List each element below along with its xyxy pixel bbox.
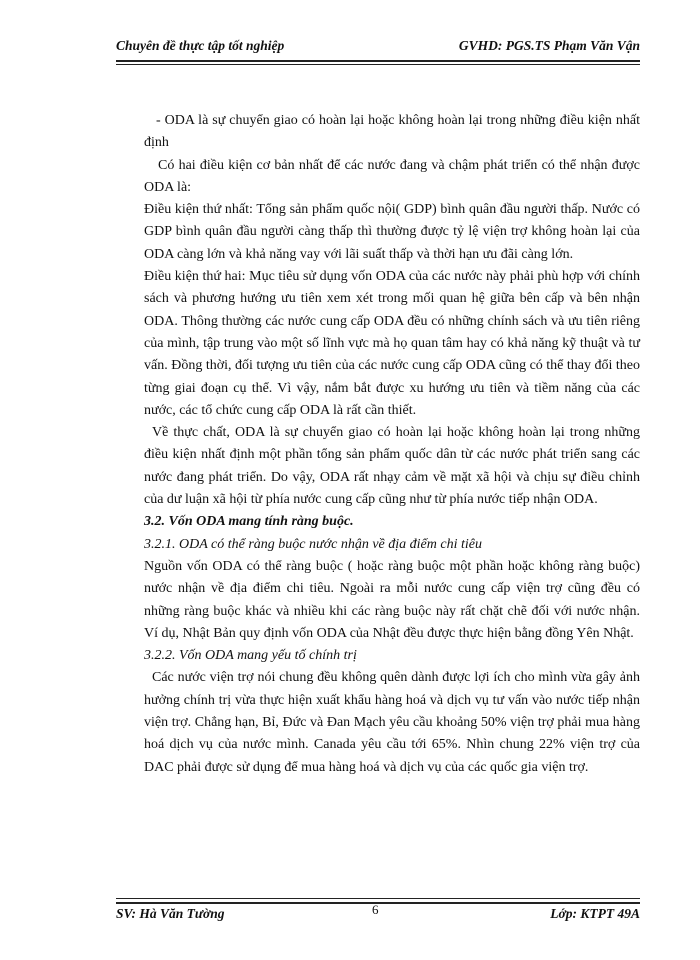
footer-class: Lớp: KTPT 49A: [550, 906, 640, 921]
subsection-heading-3-2-1: 3.2.1. ODA có thể ràng buộc nước nhận về địa điểm chi tiêu: [144, 536, 482, 552]
paragraph-oda-definition: - ODA là sự chuyển giao có hoàn lại hoặc không hoàn lại trong những điều kiện nhất định: [144, 113, 640, 151]
header-rule-thin: [116, 64, 640, 65]
paragraph-condition-one: Điều kiện thứ nhất: Tổng sản phẩm quốc nội( GDP) bình quân đầu người thấp. Nước có GDP bình quân đầu người càng thấp thì thường được tỷ lệ viện trợ không hoàn lại của ODA càng lớn và khả năng vay với lãi suất thấp và thời hạn ưu đãi càng lớn.: [144, 202, 640, 262]
paragraph-political-factor: Các nước viện trợ nói chung đều không quên dành được lợi ích cho mình vừa gây ảnh hưởng chính trị vừa thực hiện xuất khẩu hàng hoá và dịch vụ tư vấn vào nước tiếp nhận viện trợ. Chẳng hạn, Bỉ, Đức và Đan Mạch yêu cầu khoảng 50% viện trợ phải mua hàng hoá dịch vụ của nước mình. Canada yêu cầu tới 65%. Nhìn chung 22% viện trợ của DAC phải được sử dụng để mua hàng hoá và dịch vụ của các quốc gia viện trợ.: [144, 670, 640, 775]
header-rule-thick: [116, 60, 640, 62]
page-number: 6: [372, 902, 379, 917]
section-heading-3-2: 3.2. Vốn ODA mang tính ràng buộc.: [144, 514, 354, 530]
header-title: Chuyên đề thực tập tốt nghiệp: [116, 38, 285, 53]
paragraph-location-binding: Nguồn vốn ODA có thể ràng buộc ( hoặc ràng buộc một phần hoặc không ràng buộc) nước nhận về địa điểm chi tiêu. Ngoài ra mỗi nước cung cấp viện trợ cũng đều có những ràng buộc khác và nhiều khi các ràng buộc này rất chặt chẽ đối với nước nhận. Ví dụ, Nhật Bản quy định vốn ODA của Nhật đều được thực hiện bằng đồng Yên Nhật.: [144, 558, 640, 641]
paragraph-condition-two: Điều kiện thứ hai: Mục tiêu sử dụng vốn ODA của các nước này phải phù hợp với chính sách và phương hướng ưu tiên xem xét trong mối quan hệ giữa bên cấp và bên nhận ODA. Thông thường các nước cung cấp ODA đều có những chính sách và ưu tiên riêng của mình, tập trung vào một số lĩnh vực mà họ quan tâm hay có khả năng kỹ thuật và tư vấn. Đồng thời, đối tượng ưu tiên của các nước cung cấp ODA cũng có thể thay đổi theo từng giai đoạn cụ thể. Vì vậy, nắm bắt được xu hướng ưu tiên và tiềm năng của các nước, các tổ chức cung cấp ODA là rất cần thiết.: [144, 269, 640, 418]
footer-rule-thin: [116, 898, 640, 899]
footer-student: SV: Hà Văn Tường: [116, 906, 225, 921]
paragraph-two-conditions: Có hai điều kiện cơ bản nhất để các nước đang và chậm phát triển có thể nhận được ODA là:: [144, 157, 640, 195]
subsection-heading-3-2-2: 3.2.2. Vốn ODA mang yếu tố chính trị: [144, 648, 357, 664]
document-body: [144, 110, 640, 779]
paragraph-essence: Về thực chất, ODA là sự chuyển giao có hoàn lại hoặc không hoàn lại trong những điều kiện nhất định một phần tổng sản phẩm quốc dân từ các nước phát triển sang các nước đang phát triển. Do vậy, ODA rất nhạy cảm về mặt xã hội và chịu sự điều chỉnh của dư luận xã hội từ phía nước cung cấp cũng như từ phía nước tiếp nhận ODA.: [144, 425, 640, 508]
header-advisor: GVHD: PGS.TS Phạm Văn Vận: [458, 38, 640, 53]
